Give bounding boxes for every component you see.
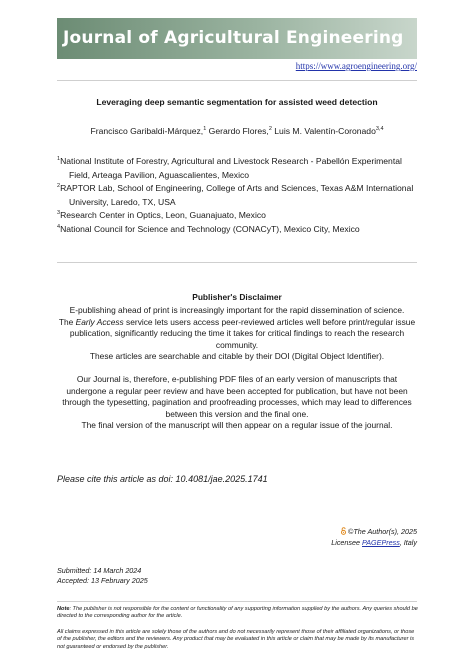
note-text: : The publisher is not responsible for the content or functionality of any supporting information supplied by the authors. Any queries should be directed to the corresponding author for the article. xyxy=(57,606,418,620)
submission-dates xyxy=(57,566,148,586)
disclaimer-paragraph: E-publishing ahead of print is increasingly important for the rapid dissemination of science. xyxy=(69,305,405,315)
copyright-block xyxy=(331,527,417,548)
header-divider xyxy=(57,80,417,81)
author-affil-sup: 2 xyxy=(268,126,272,133)
affiliation-number: 1 xyxy=(57,156,61,163)
licensee-country: , Italy xyxy=(399,537,417,547)
accepted-date: Accepted: 13 February 2025 xyxy=(57,576,148,585)
affiliation-text: National Institute of Forestry, Agricultural and Livestock Research - Pabellón Experimental Field, Arteaga Pavilion, Aguascalientes, Mexico xyxy=(60,156,402,180)
affiliation-list xyxy=(57,155,417,236)
disclaimer-body xyxy=(57,305,417,432)
affiliation-text: Research Center in Optics, Leon, Guanajuato, Mexico xyxy=(60,210,266,220)
affiliation-item xyxy=(57,209,417,223)
licensee-label: Licensee xyxy=(331,537,362,547)
submitted-date: Submitted: 14 March 2024 xyxy=(57,566,142,575)
affiliation-text: RAPTOR Lab, School of Engineering, College of Arts and Sciences, Texas A&M International University, Laredo, TX, USA xyxy=(60,183,414,207)
footer-divider xyxy=(57,601,417,602)
open-access-icon xyxy=(340,527,347,535)
citation-text: Please cite this article as doi: 10.4081/jae.2025.1741 xyxy=(57,474,268,484)
journal-url-link[interactable]: https://www.agroengineering.org/ xyxy=(295,61,417,71)
disclaimer-paragraph: The final version of the manuscript will then appear on a regular issue of the journal. xyxy=(81,420,393,431)
affiliation-item xyxy=(57,155,417,182)
author-name: Luis M. Valentín-Coronado xyxy=(274,126,376,136)
note-label: Note xyxy=(57,606,70,612)
affiliation-text: National Council for Science and Technology (CONACyT), Mexico City, Mexico xyxy=(60,223,360,234)
affiliation-number: 4 xyxy=(57,223,61,230)
author-affil-sup: 1 xyxy=(203,126,207,133)
pagepress-link[interactable]: PAGEPress xyxy=(362,537,400,547)
disclaimer-paragraph: The Early Access service lets users access peer-reviewed articles well before print/regular issue publication, significantly reducing the time it takes for critical findings to reach the research community. xyxy=(58,316,416,350)
affiliation-number: 2 xyxy=(57,183,61,190)
affiliation-item xyxy=(57,182,417,209)
claims-disclaimer: All claims expressed in this article are solely those of the authors and do not necessarily represent those of their affiliated organizations, or those of the publisher, the editors and the reviewers. Any product that may be evaluated in this article or claim that may be made by its manufacturer is not guaranteed or endorsed by the publisher. xyxy=(57,629,415,650)
author-list xyxy=(57,126,417,136)
disclaimer-heading: Publisher's Disclaimer xyxy=(192,292,282,302)
author-name: Francisco Garibaldi-Márquez, xyxy=(90,126,204,136)
journal-banner xyxy=(57,18,417,59)
author-name: Gerardo Flores, xyxy=(208,126,269,136)
author-affil-sup: 3,4 xyxy=(375,126,384,133)
affiliation-number: 3 xyxy=(57,210,61,217)
disclaimer-paragraph: Our Journal is, therefore, e-publishing PDF files of an early version of manuscripts that undergone a regular peer review and have been accepted for publication, but have not been through the typesetting, pagination and proofreading processes, which may lead to differences between this version and the final one. xyxy=(62,373,412,419)
copyright-line: ©The Author(s), 2025 xyxy=(348,527,417,536)
journal-name: Journal of Agricultural Engineering xyxy=(63,28,404,48)
early-access-term: Early Access xyxy=(75,316,124,327)
section-divider xyxy=(57,262,417,263)
article-title: Leveraging deep semantic segmentation for assisted weed detection xyxy=(96,97,378,107)
disclaimer-paragraph: These articles are searchable and citable by their DOI (Digital Object Identifier). xyxy=(89,351,385,362)
publisher-note xyxy=(57,606,419,621)
affiliation-item xyxy=(57,223,417,237)
